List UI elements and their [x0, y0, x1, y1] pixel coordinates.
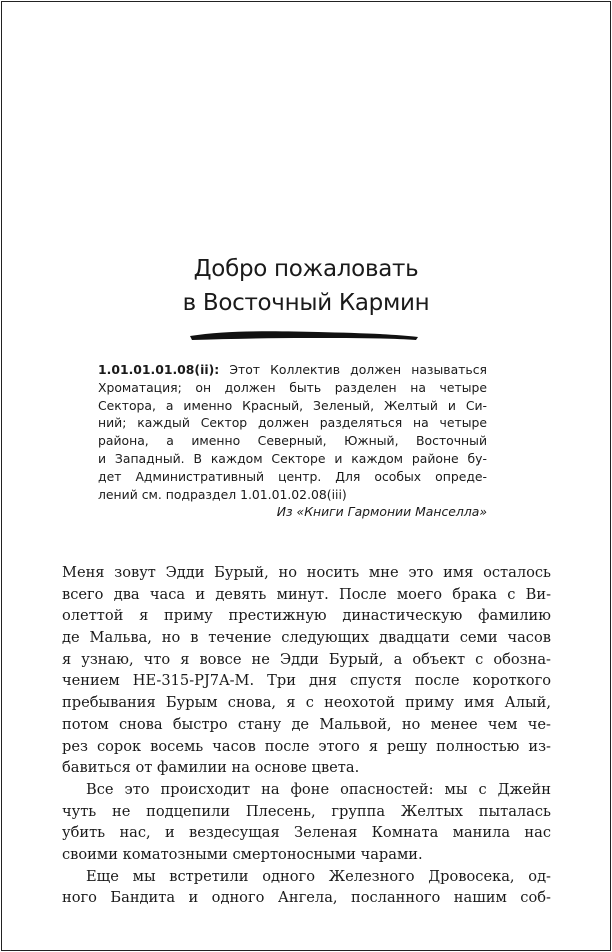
body-line: ного Бандита и одного Ангела, посланного нашим соб- — [62, 889, 551, 907]
body-line: чением HE-315-PJ7A-M. Три дня спустя после короткого — [62, 672, 551, 690]
epigraph-line: ний; каждый Сектор должен разделяться на четыре — [98, 415, 487, 431]
epigraph-line: Сектора, а именно Красный, Зеленый, Желтый и Си- — [98, 397, 487, 413]
brush-stroke-divider — [188, 326, 420, 344]
body-line: всего два часа и девять минут. После моего брака с Ви- — [62, 585, 551, 603]
body-line: рез сорок восемь часов после этого я решу полностью из- — [62, 737, 551, 755]
epigraph-source: Из «Книги Гармонии Манселла» — [276, 504, 487, 520]
epigraph-line: лений см. подраздел 1.01.01.02.08(iii) — [98, 486, 347, 502]
body-line: убить нас, и вездесущая Зеленая Комната манила нас — [62, 824, 551, 842]
epigraph — [98, 361, 487, 521]
body-line: Еще мы встретили одного Железного Дровосека, од- — [86, 867, 551, 885]
body-line: я узнаю, что я вовсе не Эдди Бурый, а объект с обозна- — [62, 650, 551, 668]
body-line: потом снова быстро стану де Мальвой, но менее чем че- — [62, 715, 551, 733]
chapter-title-line-2: в Восточный Кармин — [182, 290, 430, 316]
body-line: де Мальва, но в течение следующих двадцати семи часов — [62, 629, 551, 647]
epigraph-line: Хроматация; он должен быть разделен на четыре — [98, 379, 487, 395]
chapter-title-line-1: Добро пожаловать — [193, 256, 419, 282]
epigraph-line: дет Административный центр. Для особых опреде- — [98, 468, 487, 484]
body-line: бавиться от фамилии на основе цвета. — [62, 759, 360, 777]
body-text — [62, 562, 551, 909]
body-line: пребывания Бурым снова, я с неохотой приму имя Алый, — [62, 694, 551, 712]
epigraph-reference: 1.01.01.01.08(ii): — [98, 362, 220, 377]
body-line: олеттой я приму престижную династическую фамилию — [62, 607, 551, 625]
epigraph-line: 1.01.01.01.08(ii): Этот Коллектив должен называться — [98, 362, 487, 377]
body-line: Меня зовут Эдди Бурый, но носить мне это имя осталось — [62, 564, 551, 581]
body-line: своими коматозными смертоносными чарами. — [62, 845, 423, 863]
body-line: чуть не подцепили Плесень, группа Желтых пыталась — [62, 802, 551, 820]
epigraph-line: и Западный. В каждом Секторе и каждом районе бу- — [98, 450, 487, 466]
epigraph-line: района, а именно Северный, Южный, Восточный — [98, 433, 487, 449]
body-line: Все это происходит на фоне опасностей: мы с Джейн — [86, 780, 551, 798]
